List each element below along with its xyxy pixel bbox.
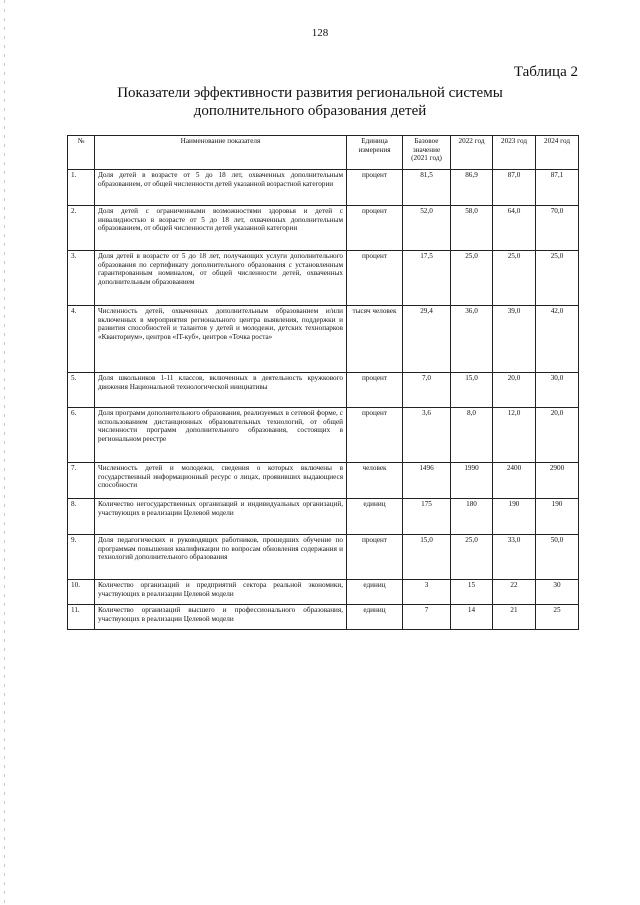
row-2024: 70,0 [536,206,579,251]
row-num: 10. [68,580,95,605]
row-num: 6. [68,408,95,463]
row-2023: 21 [493,605,536,630]
row-2024: 25 [536,605,579,630]
row-name: Доля детей с ограниченными возможностями здоровья и детей с инвалидностью в возрасте от 5 до 18 лет, охваченных дополнительным образованием, от общей численности детей указанной категории [95,206,347,251]
header-num: № [68,136,95,170]
row-2023: 33,0 [493,535,536,580]
row-2023: 2400 [493,463,536,499]
table-row [68,463,579,499]
table-title-line-2: дополнительного образования детей [193,103,427,119]
header-unit: Единица измерения [347,136,403,170]
row-2024: 30 [536,580,579,605]
row-num: 3. [68,251,95,306]
table-row [68,499,579,535]
row-2023: 39,0 [493,306,536,373]
header-2024: 2024 год [536,136,579,170]
row-2024: 42,0 [536,306,579,373]
row-2022: 8,0 [451,408,493,463]
row-unit: человек [347,463,403,499]
row-num: 11. [68,605,95,630]
row-name: Доля школьников 1-11 классов, включенных в деятельность кружкового движения Национальной технологической инициативы [95,373,347,408]
row-unit: процент [347,251,403,306]
row-unit: единиц [347,499,403,535]
row-name: Численность детей, охваченных дополнительным образованием и/или включенных в мероприятия регионального центра выявления, поддержки и развития способностей и талантов у детей и молодежи, детских технопарков «Кванториум», центров «IT-куб», центров «Точка роста» [95,306,347,373]
row-name: Доля детей в возрасте от 5 до 18 лет, получающих услуги дополнительного образования по сертификату дополнительного образования с установленным гарантированным номиналом, от общей численности детей, охваченных дополнительным образованием [95,251,347,306]
row-unit: единиц [347,580,403,605]
row-name: Численность детей и молодежи, сведения о которых включены в государственный информационный ресурс о лицах, проявивших выдающиеся способности [95,463,347,499]
table-row [68,306,579,373]
row-2024: 190 [536,499,579,535]
row-2022: 25,0 [451,535,493,580]
table-row [68,373,579,408]
row-base: 3,6 [403,408,451,463]
row-unit: тысяч человек [347,306,403,373]
row-num: 7. [68,463,95,499]
row-2023: 190 [493,499,536,535]
row-base: 7 [403,605,451,630]
row-unit: процент [347,408,403,463]
row-2024: 30,0 [536,373,579,408]
row-name: Количество негосударственных организаций и индивидуальных организаций, участвующих в реализации Целевой модели [95,499,347,535]
row-name: Количество организаций и предприятий сектора реальной экономики, участвующих в реализации Целевой модели [95,580,347,605]
header-base: Базовое значение (2021 год) [403,136,451,170]
scan-edge-artifact [4,0,5,905]
table-row [68,170,579,206]
table-row [68,535,579,580]
row-2022: 36,0 [451,306,493,373]
row-2022: 1990 [451,463,493,499]
table-title-line-1: Показатели эффективности развития региональной системы [117,85,503,101]
table-title [60,84,560,120]
row-2023: 22 [493,580,536,605]
row-2022: 15 [451,580,493,605]
table-row [68,408,579,463]
row-num: 1. [68,170,95,206]
header-name: Наименование показателя [95,136,347,170]
row-num: 5. [68,373,95,408]
row-base: 52,0 [403,206,451,251]
table-row [68,580,579,605]
row-unit: процент [347,373,403,408]
row-unit: процент [347,206,403,251]
row-2022: 180 [451,499,493,535]
row-base: 7,0 [403,373,451,408]
row-base: 15,0 [403,535,451,580]
row-2023: 64,0 [493,206,536,251]
row-2023: 20,0 [493,373,536,408]
row-2022: 15,0 [451,373,493,408]
row-2023: 12,0 [493,408,536,463]
header-row [68,136,579,170]
row-name: Доля программ дополнительного образования, реализуемых в сетевой форме, с использованием дистанционных образовательных технологий, от общей численности программ дополнительного образования, состоящих в региональном реестре [95,408,347,463]
header-2023: 2023 год [493,136,536,170]
row-num: 9. [68,535,95,580]
row-base: 81,5 [403,170,451,206]
row-name: Доля педагогических и руководящих работников, прошедших обучение по программам повышения квалификации по вопросам обновления содержания и технологий дополнительного образования [95,535,347,580]
row-unit: единиц [347,605,403,630]
row-2023: 25,0 [493,251,536,306]
row-2023: 87,0 [493,170,536,206]
table-row [68,251,579,306]
row-2024: 20,0 [536,408,579,463]
header-2022: 2022 год [451,136,493,170]
table-label: Таблица 2 [513,64,578,80]
row-base: 175 [403,499,451,535]
row-2024: 87,1 [536,170,579,206]
row-num: 4. [68,306,95,373]
table-row [68,605,579,630]
row-base: 17,5 [403,251,451,306]
row-num: 2. [68,206,95,251]
row-base: 29,4 [403,306,451,373]
indicators-table [67,135,579,630]
row-name: Количество организаций высшего и профессионального образования, участвующих в реализации Целевой модели [95,605,347,630]
row-2022: 86,9 [451,170,493,206]
row-unit: процент [347,170,403,206]
page-number: 128 [311,27,329,39]
row-2022: 58,0 [451,206,493,251]
row-2022: 25,0 [451,251,493,306]
table-row [68,206,579,251]
row-2022: 14 [451,605,493,630]
row-2024: 50,0 [536,535,579,580]
row-2024: 2900 [536,463,579,499]
row-name: Доля детей в возрасте от 5 до 18 лет, охваченных дополнительным образованием, от общей численности детей указанной возрастной категории [95,170,347,206]
row-base: 1496 [403,463,451,499]
row-2024: 25,0 [536,251,579,306]
row-num: 8. [68,499,95,535]
row-unit: процент [347,535,403,580]
row-base: 3 [403,580,451,605]
